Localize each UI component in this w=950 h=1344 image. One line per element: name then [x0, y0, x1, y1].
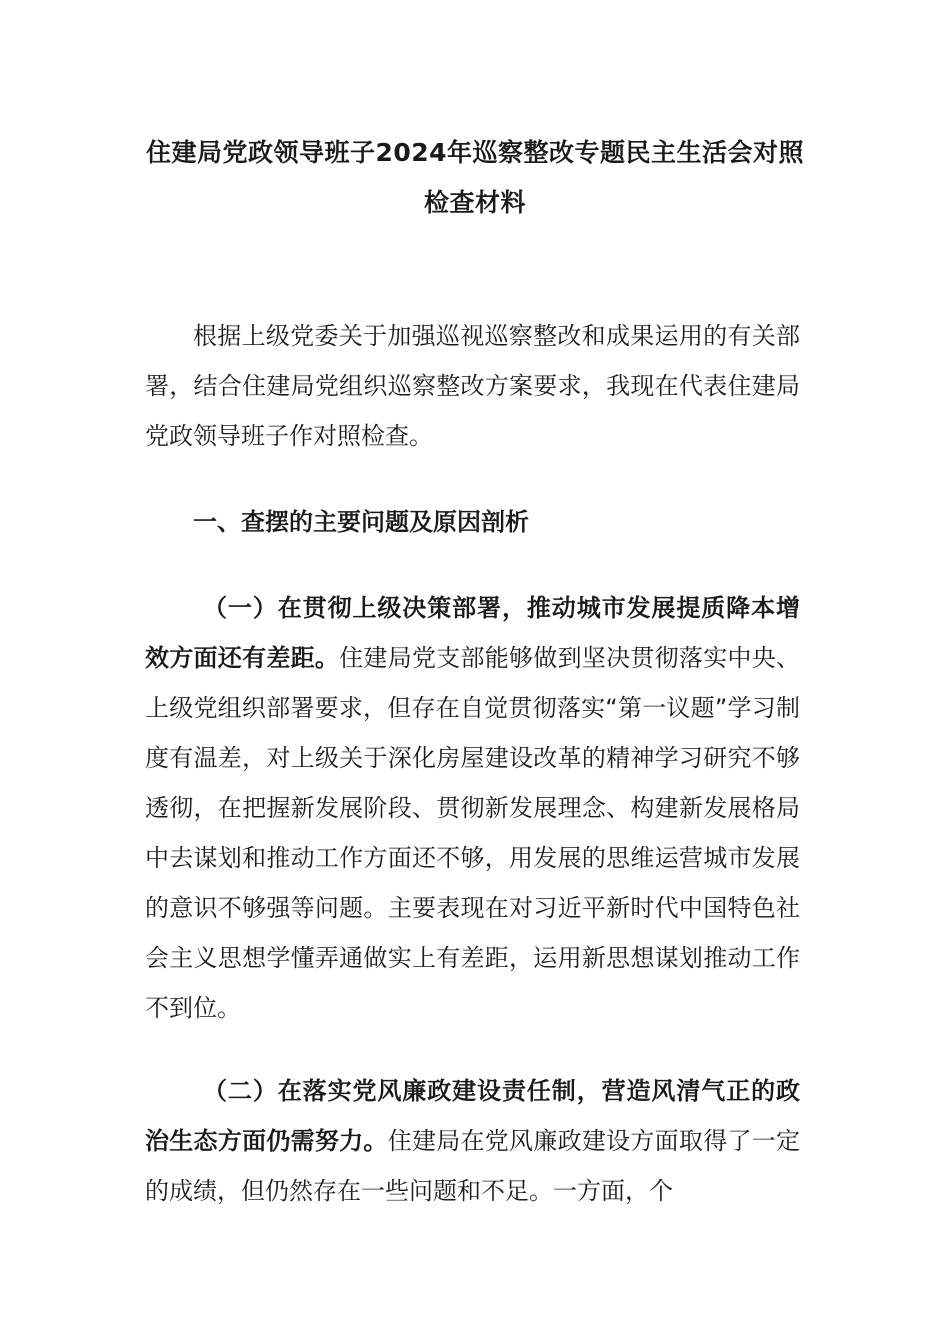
subsection-2-heading: （二）在落实党风廉政建设责任制，营造风清气正的政治生态方面仍需努力。	[145, 1077, 800, 1155]
subsection-2-paragraph	[145, 1066, 800, 1216]
subsection-1-body: 住建局党支部能够做到坚决贯彻落实中央、上级党组织部署要求，但存在自觉贯彻落实“第一议题”学习制度有温差，对上级关于深化房屋建设改革的精神学习研究不够透彻，在把握新发展阶段、贯彻新发展理念、构建新发展格局中去谋划和推动工作方面还不够，用发展的思维运营城市发展的意识不够强等问题。主要表现在对习近平新时代中国特色社会主义思想学懂弄通做实上有差距，运用新思想谋划推动工作不到位。	[145, 644, 801, 1022]
intro-paragraph: 根据上级党委关于加强巡视巡察整改和成果运用的有关部署，结合住建局党组织巡察整改方案要求，我现在代表住建局党政领导班子作对照检查。	[145, 322, 800, 450]
subsection-2-body: 住建局在党风廉政建设方面取得了一定的成绩，但仍然存在一些问题和不足。一方面，个	[145, 1127, 801, 1205]
subsection-1-paragraph	[145, 583, 800, 1033]
document-title: 住建局党政领导班子2024年巡察整改专题民主生活会对照检查材料	[145, 138, 805, 217]
subsection-1-heading: （一）在贯彻上级决策部署，推动城市发展提质降本增效方面还有差距。	[145, 594, 800, 672]
section-heading: 一、查摆的主要问题及原因剖析	[193, 508, 529, 536]
